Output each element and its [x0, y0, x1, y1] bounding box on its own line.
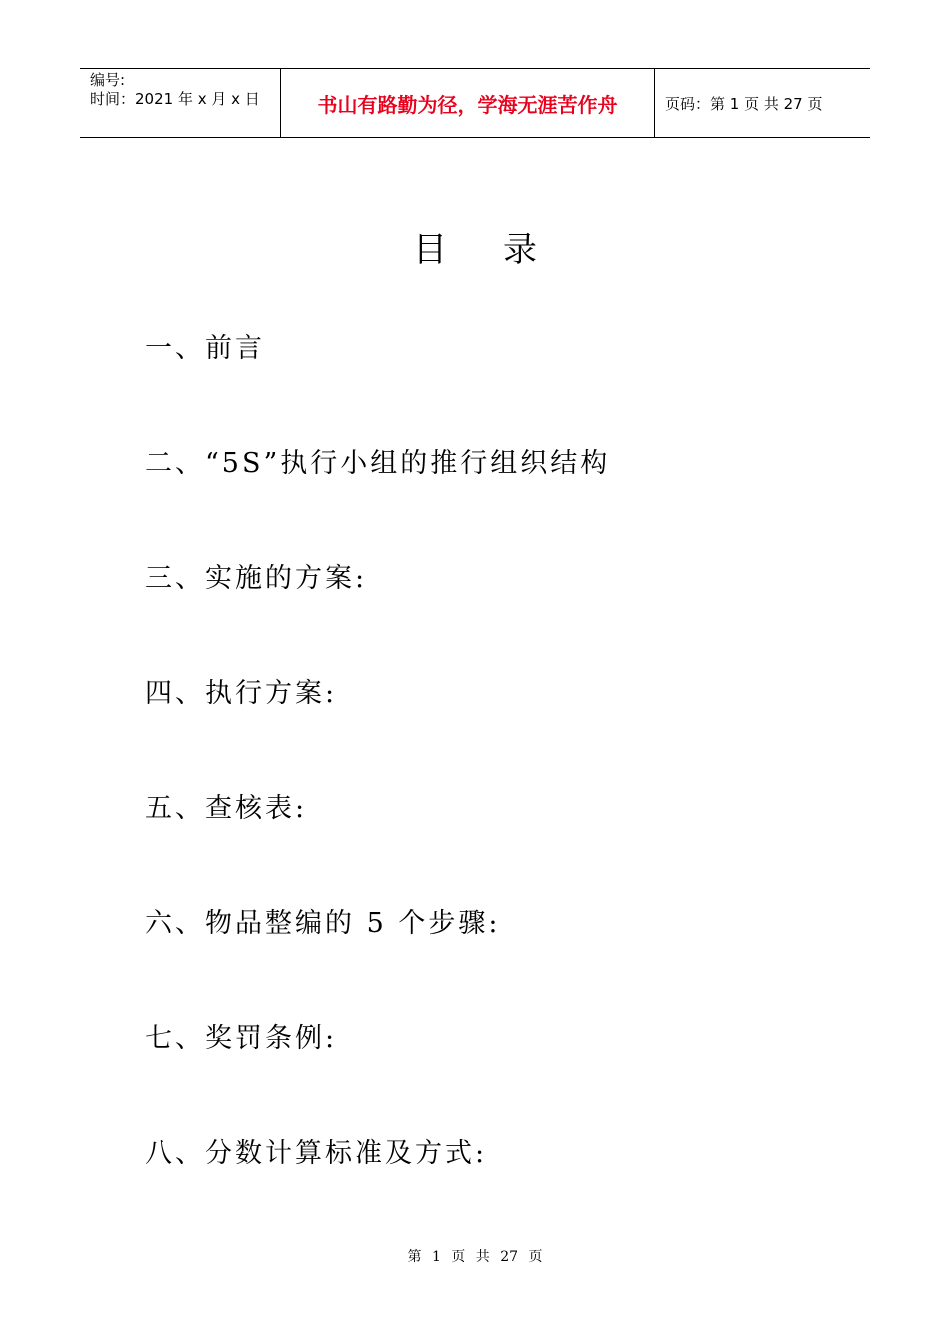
toc-item: 三、实施的方案:: [145, 563, 368, 594]
page-title: 目录: [413, 230, 593, 270]
number-label: 编号:: [90, 71, 126, 89]
toc-item: 六、物品整编的 5 个步骤:: [145, 908, 501, 939]
toc-item: 五、查核表:: [145, 793, 308, 824]
header-page-info: 页码：第 1 页 共 27 页: [665, 94, 823, 113]
header-meta: [80, 69, 281, 137]
page-header: [80, 68, 870, 138]
toc-item: 二、“5S”执行小组的推行组织结构: [145, 448, 611, 479]
page-footer: 第 1 页 共 27 页: [407, 1249, 543, 1265]
toc-item: 八、分数计算标准及方式:: [145, 1138, 488, 1169]
toc-item: 四、执行方案:: [145, 678, 338, 709]
toc-item: 一、前言: [145, 333, 265, 364]
toc-item: 七、奖罚条例:: [145, 1023, 338, 1054]
time-label: 时间：2021 年 x 月 x 日: [90, 90, 260, 108]
header-motto: 书山有路勤为径，学海无涯苦作舟: [281, 69, 655, 137]
